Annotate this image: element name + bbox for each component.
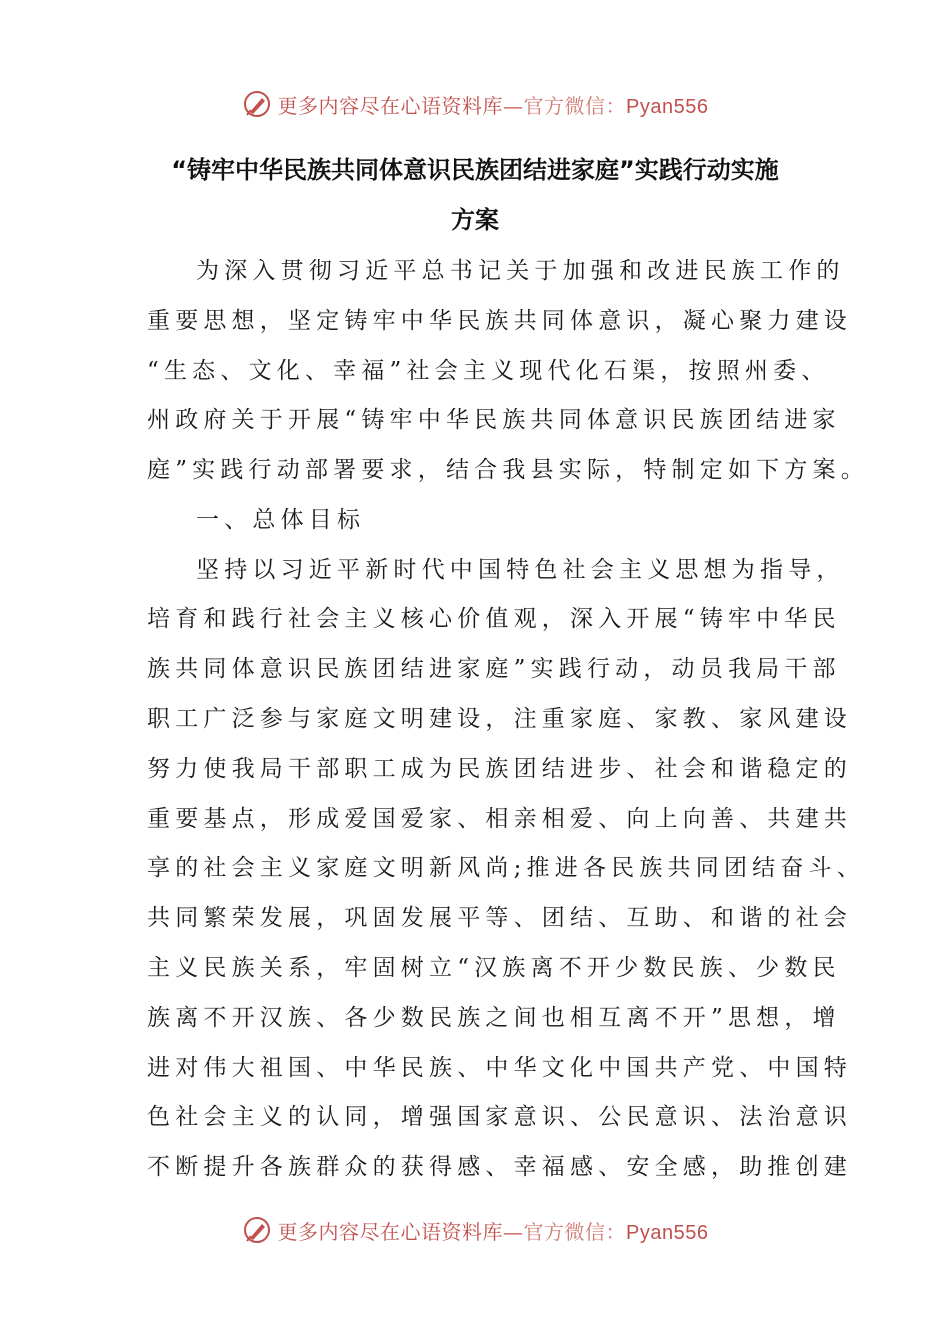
body-line: 不断提升各族群众的获得感、幸福感、安全感，助推创建 [147, 1154, 852, 1180]
watermark-text: 更多内容尽在心语资料库—官方微信：Pyan556 [277, 1219, 709, 1244]
body-line: 庭”实践行动部署要求，结合我县实际，特制定如下方案。 [147, 457, 869, 483]
body-line: 培育和践行社会主义核心价值观，深入开展“铸牢中华民 [147, 606, 841, 632]
body-line: 进对伟大祖国、中华民族、中华文化中国共产党、中国特 [147, 1055, 852, 1081]
body-line: 坚持以习近平新时代中国特色社会主义思想为指导， [196, 557, 845, 583]
body-line: 职工广泛参与家庭文明建设，注重家庭、家教、家风建设 [147, 706, 852, 732]
body-line: 族离不开汉族、各少数民族之间也相互离不开”思想，增 [147, 1005, 841, 1031]
body-line: 努力使我局干部职工成为民族团结进步、社会和谐稳定的 [147, 756, 852, 782]
body-line: 共同繁荣发展，巩固发展平等、团结、互助、和谐的社会 [147, 905, 852, 931]
section-heading: 一、总体目标 [196, 507, 366, 533]
body-line: 享的社会主义家庭文明新风尚;推进各民族共同团结奋斗、 [147, 855, 865, 881]
watermark-text: 更多内容尽在心语资料库—官方微信：Pyan556 [277, 93, 709, 118]
body-line: 州政府关于开展“铸牢中华民族共同体意识民族团结进家 [147, 407, 841, 433]
body-line: 主义民族关系，牢固树立“汉族离不开少数民族、少数民 [147, 955, 841, 981]
pen-nib-circle-icon [242, 89, 272, 119]
body-line: 族共同体意识民族团结进家庭”实践行动，动员我局干部 [147, 656, 841, 682]
body-line: “生态、文化、幸福”社会主义现代化石渠，按照州委、 [147, 358, 830, 384]
pen-nib-circle-icon [242, 1215, 272, 1245]
watermark-footer [0, 1210, 950, 1250]
body-line: 色社会主义的认同，增强国家意识、公民意识、法治意识 [147, 1104, 852, 1130]
body-line: 为深入贯彻习近平总书记关于加强和改进民族工作的 [196, 258, 845, 284]
document-title-line-2: 方案 [451, 206, 499, 234]
document-title-line-1: “铸牢中华民族共同体意识民族团结进家庭”实践行动实施 [171, 156, 779, 184]
body-line: 重要思想，坚定铸牢中华民族共同体意识，凝心聚力建设 [147, 308, 852, 334]
watermark-header [0, 84, 950, 124]
body-line: 重要基点，形成爱国爱家、相亲相爱、向上向善、共建共 [147, 806, 852, 832]
